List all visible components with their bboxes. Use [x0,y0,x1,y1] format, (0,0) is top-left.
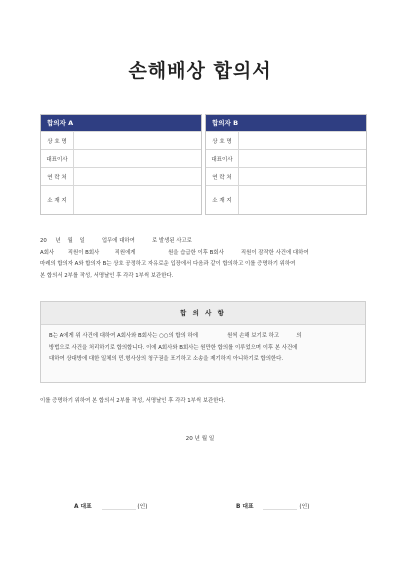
document-title: 손해배상 합의서 [128,60,272,82]
party-a-value-name[interactable] [74,132,201,149]
agreement-box [40,301,366,383]
party-b-header: 합의자 B [206,115,366,131]
party-b-value-name[interactable] [239,132,366,149]
party-a-value-ceo[interactable] [74,150,201,167]
party-a-label-address: 소 재 지 [41,186,74,214]
party-a-header: 합의자 A [41,115,201,131]
party-a-label-name: 상 호 명 [41,132,74,149]
party-b-label-ceo: 대표이사 [206,150,239,167]
party-b-label-contact: 연 락 처 [206,168,239,185]
signature-a-label: A 대표 [74,504,92,510]
signature-b-label: B 대표 [236,504,254,510]
party-b-value-address[interactable] [239,186,366,214]
party-b-row-ceo [206,149,366,167]
signature-a-seal: (인) [137,504,148,510]
party-a-label-contact: 연 락 처 [41,168,74,185]
agreement-header: 합 의 사 항 [41,302,365,325]
party-a-label-ceo: 대표이사 [41,150,74,167]
party-a-row-contact [41,167,201,185]
party-b-row-name [206,131,366,149]
party-b-label-address: 소 재 지 [206,186,239,214]
signature-b [236,501,309,510]
closing-paragraph: 이를 증명하기 위하여 본 합의서 2부를 작성, 서명날인 후 각각 1부씩 보관한다. [40,398,226,404]
party-a-table [40,114,202,215]
signature-a-line[interactable] [102,509,136,510]
party-b-value-ceo[interactable] [239,150,366,167]
date-line: 20 년 월 일 [185,436,215,442]
party-a-row-ceo [41,149,201,167]
party-b-row-contact [206,167,366,185]
party-b-table [205,114,367,215]
party-a-row-name [41,131,201,149]
agreement-body: B는 A에게 위 사건에 대하여 A회사와 B회사는 ○○의 합의 하에 원씩 손해 보기로 하고 의 방법으로 사건을 처리하기로 합의합니다. 이에 A회사와 B회사는 원만한 합의를 이루었으며 이후 본 사건에 대하여 상대방에 대한 일체의 민.형사상의 청구권을 포기하고 소송을 제기하지 아니하기로 합의한다. [49,333,302,362]
signature-b-line[interactable] [263,509,297,510]
signature-a [74,501,148,510]
party-a-value-contact[interactable] [74,168,201,185]
signature-b-seal: (인) [299,504,310,510]
party-a-value-address[interactable] [74,186,201,214]
party-b-value-contact[interactable] [239,168,366,185]
party-b-row-address [206,185,366,214]
party-b-label-name: 상 호 명 [206,132,239,149]
party-a-row-address [41,185,201,214]
intro-paragraph: 20 년 월 일 업무에 대하여 로 발생된 사고로 A회사 직원이 B회사 직원에게 원을 습급한 이후 B회사 직원이 잠작한 사건에 대하여 마레의 합의자 A와 합의자 B는 상호 공정하고 자유로운 입장에서 다음과 같이 합의하고 이를 증명하기 위하여 본 합의서 2부를 작성, 서명날인 후 각각 1부씩 보관한다. [40,238,309,279]
